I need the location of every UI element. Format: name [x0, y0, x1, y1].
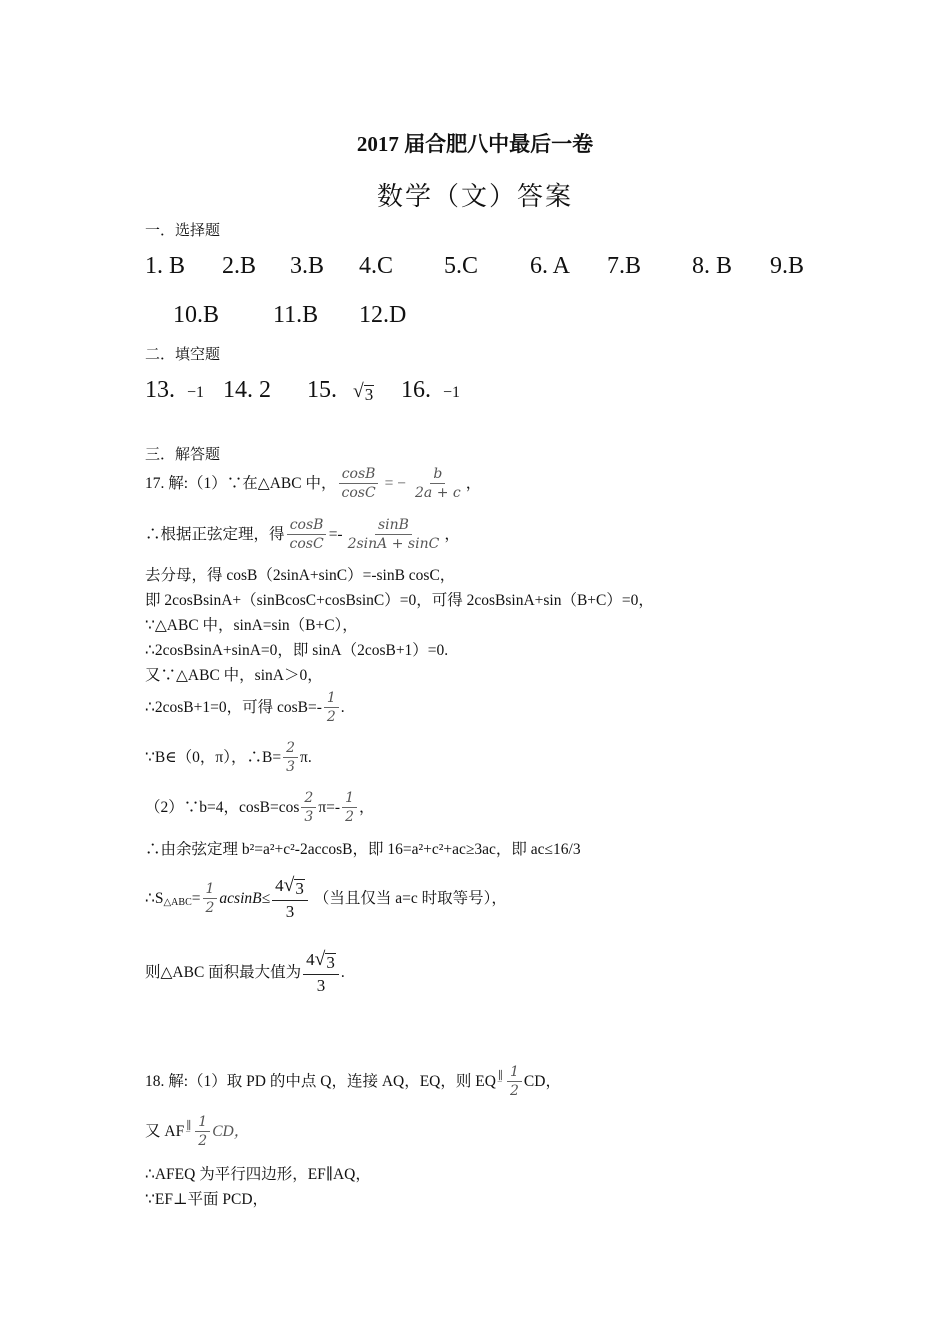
fill-answer-16 — [401, 377, 460, 404]
section-1-label: 一．选择题 — [145, 223, 221, 239]
choice-answer-12: 12.D — [359, 302, 407, 328]
choice-answer-8: 8. B — [692, 253, 733, 279]
fraction-one-half-5: $\frac{1}{2}$ — [195, 1114, 210, 1149]
q17-line-12-text: ∴S — [145, 889, 164, 907]
fill-16-value: −1 — [443, 384, 461, 401]
q17-line-10-text: （2）∵b=4，cosB=cos — [145, 798, 300, 816]
choice-answer-6: 6. A — [530, 253, 571, 279]
q18-line-4: ∵EF⊥平面 PCD， — [145, 1191, 269, 1208]
sqrt-icon: √ 3 — [314, 949, 335, 972]
q17-line-13-tail: . — [340, 963, 345, 981]
coef: 4 — [306, 950, 315, 969]
q18-line-1-tail: CD， — [523, 1072, 561, 1090]
choice-answer-1: 1. B — [145, 253, 186, 279]
section-2-label: 二．填空题 — [145, 347, 221, 363]
choice-answer-5: 5.C — [444, 253, 479, 279]
q17-line-13-text: 则△ABC 面积最大值为 — [145, 963, 302, 981]
choice-answer-9: 9.B — [770, 253, 805, 279]
fraction-four-root3-over-3-2: 4 √ 3 3 — [303, 950, 339, 995]
fraction-cosb-cosc-2: $\frac{\cos B}{\cos C}$ — [287, 517, 327, 552]
choice-answer-7: 7.B — [607, 253, 642, 279]
q17-line-9-tail: π. — [300, 748, 312, 766]
fraction-b-2a-plus-c: $\frac{b}{2a + c}$ — [415, 466, 461, 502]
choice-answer-2: 2.B — [222, 253, 257, 279]
fraction-four-root3-over-3: 4 √ 3 3 — [272, 876, 308, 921]
fraction-two-thirds-2: $\frac{2}{3}$ — [301, 790, 316, 825]
q17-line-12-tail: （当且仅当 a=c 时取等号）， — [313, 889, 507, 907]
fill-15-number: 15. — [307, 377, 337, 403]
q17-line-6: ∴2cosBsinA+sinA=0，即 sinA（2cosB+1）=0. — [145, 642, 449, 659]
document-title: 2017 届合肥八中最后一卷 — [356, 132, 594, 156]
q17-line-9-text: ∵B∈（0，π），∴B= — [145, 748, 282, 766]
choice-answer-3: 3.B — [290, 253, 325, 279]
fill-answer-14: 14. 2 — [223, 377, 271, 403]
q17-line-10-tail: ， — [358, 798, 375, 816]
q18-line-2-tail: CD， — [212, 1122, 250, 1140]
choice-answer-10: 10.B — [173, 302, 220, 328]
q17-line-12-mid: acsinB≤ — [219, 889, 271, 907]
q17-line-12-subscript: △ABC — [163, 896, 192, 908]
coef: 4 — [275, 876, 284, 895]
fraction-one-half: $\frac{1}{2}$ — [324, 690, 339, 725]
q17-line-13 — [145, 950, 345, 995]
sqrt-icon: √ 3 — [353, 381, 374, 404]
q17-line-9 — [145, 740, 312, 775]
q17-line-8-text: ∴2cosB+1=0，可得 cosB=- — [145, 698, 322, 716]
q17-line-2-eq: =- — [328, 525, 343, 543]
fraction-sinb-sum: $\frac{\sin B}{2\sin A + \sin C}$ — [347, 517, 440, 553]
fill-16-number: 16. — [401, 377, 431, 403]
document-subtitle: 数学（文）答案 — [376, 182, 573, 211]
fill-answer-15 — [307, 377, 374, 405]
q17-line-3: 去分母，得 cosB（2sinA+sinC）=-sinB cosC， — [145, 567, 456, 584]
fraction-cosb-cosc: $\frac{\cos B}{\cos C}$ — [338, 466, 378, 501]
q18-line-2 — [145, 1114, 249, 1149]
q17-line-1 — [145, 466, 481, 501]
fraction-one-half-4: $\frac{1}{2}$ — [507, 1064, 522, 1099]
parallel-equal-icon: ∥ ‾ — [186, 1119, 192, 1143]
q17-line-11: ∴由余弦定理 b²=a²+c²-2accosB，即 16=a²+c²+ac≥3ac，即 ac≤16/3 — [145, 841, 581, 858]
sqrt-icon: √ 3 — [283, 875, 304, 898]
fill-13-number: 13. — [145, 377, 175, 403]
q17-line-1-tail: ， — [465, 474, 482, 492]
parallel-equal-icon: ∥ ‾ — [497, 1069, 503, 1093]
q18-line-2-text: 又 AF — [145, 1122, 185, 1140]
q17-line-12 — [145, 876, 507, 921]
q17-line-2-tail: ， — [444, 525, 460, 543]
q18-line-3: ∴AFEQ 为平行四边形，EF∥AQ， — [145, 1166, 371, 1183]
q17-line-7: 又∵△ABC 中，sinA＞0， — [145, 667, 323, 684]
q17-line-4: 即 2cosBsinA+（sinBcosC+cosBsinC）=0，可得 2cosBsinA+sin（B+C）=0， — [145, 592, 654, 609]
q17-line-12-eq: = — [191, 889, 201, 907]
fill-13-value: −1 — [187, 384, 205, 401]
q17-line-1-eq: = − — [384, 474, 407, 492]
choice-answer-4: 4.C — [359, 253, 394, 279]
q18-line-1 — [145, 1064, 561, 1099]
q17-line-10 — [145, 790, 375, 825]
fraction-one-half-2: $\frac{1}{2}$ — [342, 790, 357, 825]
q17-line-8-tail: . — [340, 698, 345, 716]
fill-answer-13 — [145, 377, 204, 404]
choice-answer-11: 11.B — [273, 302, 319, 328]
q18-line-1-text: 18. 解:（1）取 PD 的中点 Q，连接 AQ，EQ，则 EQ — [145, 1072, 496, 1090]
q17-line-1-text: 17. 解:（1）∵在△ABC 中， — [145, 474, 337, 492]
fraction-one-half-3: $\frac{1}{2}$ — [203, 881, 218, 916]
q17-line-8 — [145, 690, 345, 725]
q17-line-2-text: ∴根据正弦定理，得 — [145, 525, 285, 543]
q17-line-2 — [145, 517, 460, 552]
q17-line-5: ∵△ABC 中，sinA=sin（B+C）， — [145, 617, 358, 634]
fraction-two-thirds: $\frac{2}{3}$ — [283, 740, 298, 775]
section-3-label: 三．解答题 — [145, 447, 221, 463]
q17-line-10-mid: π=- — [318, 798, 341, 816]
